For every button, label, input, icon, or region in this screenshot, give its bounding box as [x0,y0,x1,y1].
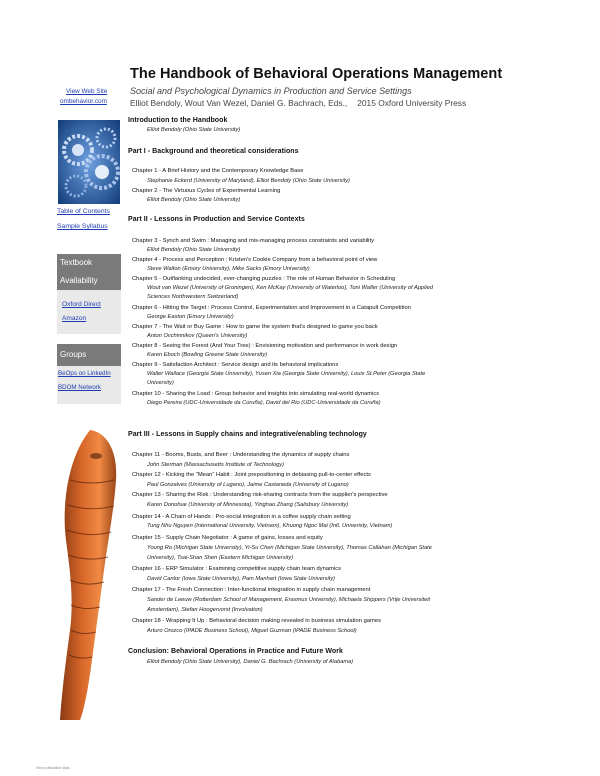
chapter-authors: Walter Wallace (Georgia State University), Yusen Xia (Georgia State University), Louis St.Peter (Georgia State [147,371,426,377]
website-url-link[interactable]: ombehavior.com [60,98,107,105]
chapter-title: Chapter 3 - Synch and Swim : Managing and mis-managing process constraints and variability [132,238,374,244]
chapter-title: Chapter 10 - Sharing the Load : Group behavior and insights into simulating real-world dynamics [132,391,380,397]
table-of-contents-link[interactable]: Table of Contents [57,208,110,215]
chapter-authors: Diego Pereira (UDC-Universidade da Coruña), David del Rio (UDC-Universidade da Coruña) [147,400,381,406]
chapter-authors-continued: Amsterdam), Stefan Hoogervorst (Involvation) [147,607,263,613]
chapter-title: Chapter 13 - Sharing the Risk : Understanding risk-sharing contracts from the supplier's perspective [132,492,388,498]
textbook-label: Textbook [60,258,93,267]
conclusion-heading: Conclusion: Behavioral Operations in Practice and Future Work [128,648,343,655]
chapter-authors-continued: University) [147,380,174,386]
chapter-authors: George Easton (Emory University) [147,314,234,320]
chapter-title: Chapter 6 - Hitting the Target : Process Control, Experimentation and Improvement in a Catapult Competition [132,305,411,311]
part2-heading: Part II - Lessons in Production and Service Contexts [128,216,305,223]
chapter-title: Chapter 7 - The Wait or Buy Game : How to game the system that's designed to game you back [132,324,378,330]
editors-line [130,98,466,108]
intro-author: Elliot Bendoly (Ohio State University) [147,127,241,133]
chapter-authors: Tung Nhu Nguyen (International University, Vietnam), Khuong Ngoc Mai (Intl. Univeristy, Vietnam) [147,523,393,529]
chapter-authors: Karen Eboch (Bowling Greene State University) [147,352,268,358]
chapter-title: Chapter 9 - Satisfaction Architect : Service design and its behavioral implications [132,362,339,368]
chapter-authors: Elliot Bendoly (Ohio State University) [147,247,241,253]
bdom-network-link[interactable]: BDOM Network [58,384,101,391]
editors: Elliot Bendoly, Wout Van Wezel, Daniel G. Bachrach, Eds., [130,98,348,108]
oxford-direct-link[interactable]: Oxford Direct [62,301,101,308]
mannequin-figure-image [56,420,122,720]
page-subtitle: Social and Psychological Dynamics in Production and Service Settings [130,86,412,96]
chapter-title: Chapter 16 - ERP Simulator : Examining competitive supply chain team dynamics [132,566,341,572]
beops-linkedin-link[interactable]: BeOps on LinkedIn [58,370,111,377]
chapter-authors: Stephanie Eckerd (University of Maryland), Elliot Bendoly (Ohio State University) [147,178,350,184]
chapter-authors: Wout van Wezel (University of Groningen), Ken McKay (University of Waterloo), Toni Wafler (University of Applied [147,285,433,291]
conclusion-author: Elliot Bendoly (Ohio State University), Daniel G. Bachrach (University of Alabama) [147,659,354,665]
chapter-authors: Karen Donohue (University of Minnesota), Yinghao Zhang (Salisbury University) [147,502,349,508]
intro-heading: Introduction to the Handbook [128,117,228,124]
page-title: The Handbook of Behavioral Operations Management [130,66,503,82]
chapter-authors: David Cantor (Iowa State University), Pam Manhart (Iowa State University) [147,576,336,582]
chapter-title: Chapter 18 - Wrapping It Up : Behavioral decision making revealed in business simulation games [132,618,381,624]
chapter-title: Chapter 8 - Seeing the Forest (And Your Tree) : Envisioning motivation and performance in work design [132,343,398,349]
chapter-authors-continued: University), Tsai-Shan Shen (Eastern Michigan University) [147,555,294,561]
book-cover-image [58,120,120,204]
chapter-title: Chapter 2 - The Virtuous Cycles of Experimental Learning [132,188,281,194]
chapter-title: Chapter 17 - The Fresh Connection : Inter-functional integration in supply chain management [132,587,371,593]
chapter-title: Chapter 15 - Supply Chain Negotiator : A game of gains, losses and equity [132,535,323,541]
availability-label: Availability [60,276,98,285]
sample-syllabus-link[interactable]: Sample Syllabus [57,223,108,230]
groups-label: Groups [60,350,87,359]
chapter-title: Chapter 4 - Process and Perception : Kristen's Cookie Company from a behavioral point of view [132,257,378,263]
chapter-title: Chapter 12 - Kicking the "Mean" Habit : Joint prepositioning in debiasing pull-to-center effects [132,472,371,478]
chapter-authors: Young Ro (Michigan State University), Yi-Su Chen (Michigan State University), Thomas Callahan (Michigan State [147,545,432,551]
chapter-authors: Elliot Bendoly (Ohio State University) [147,197,241,203]
amazon-link[interactable]: Amazon [62,315,87,322]
chapter-title: Chapter 11 - Booms, Busts, and Beer : Understanding the dynamics of supply chains [132,452,350,458]
chapter-authors: Arturo Orozco (IPADE Business School), Miguel Guzman (IPADE Business School) [147,628,357,634]
chapter-authors: Anton Ovchinnikov (Queen's University) [147,333,248,339]
footer-mark: View publication stats [36,766,70,770]
chapter-title: Chapter 14 - A Chain of Hands : Pro-social integration in a coffee supply chain setting [132,514,351,520]
chapter-authors-continued: Sciences Northwestern Switzerland) [147,294,239,300]
chapter-authors: Sander de Leeuw (Rotterdam School of Management, Erasmus University), Michaela Shippers (Vrije Universiteit [147,597,431,603]
chapter-title: Chapter 1 - A Brief History and the Contemporary Knowledge Base [132,168,304,174]
publisher: 2015 Oxford University Press [357,98,467,108]
view-website-link[interactable]: View Web Site [66,88,108,95]
chapter-authors: John Sterman (Massachusetts Institute of Technology) [147,462,284,468]
part3-heading: Part III - Lessons in Supply chains and integrative/enabling technology [128,431,367,438]
chapter-authors: Steve Walton (Emory University), Mike Sacks (Emory University) [147,266,310,272]
chapter-authors: Paul Gonzalves (University of Lugano), Jaime Castaneda (University of Lugano) [147,482,349,488]
chapter-title: Chapter 5 - Outflanking undecided, ever-changing puzzles : The role of Human Behavior in Scheduling [132,276,396,282]
part1-heading: Part I - Background and theoretical considerations [128,148,299,155]
